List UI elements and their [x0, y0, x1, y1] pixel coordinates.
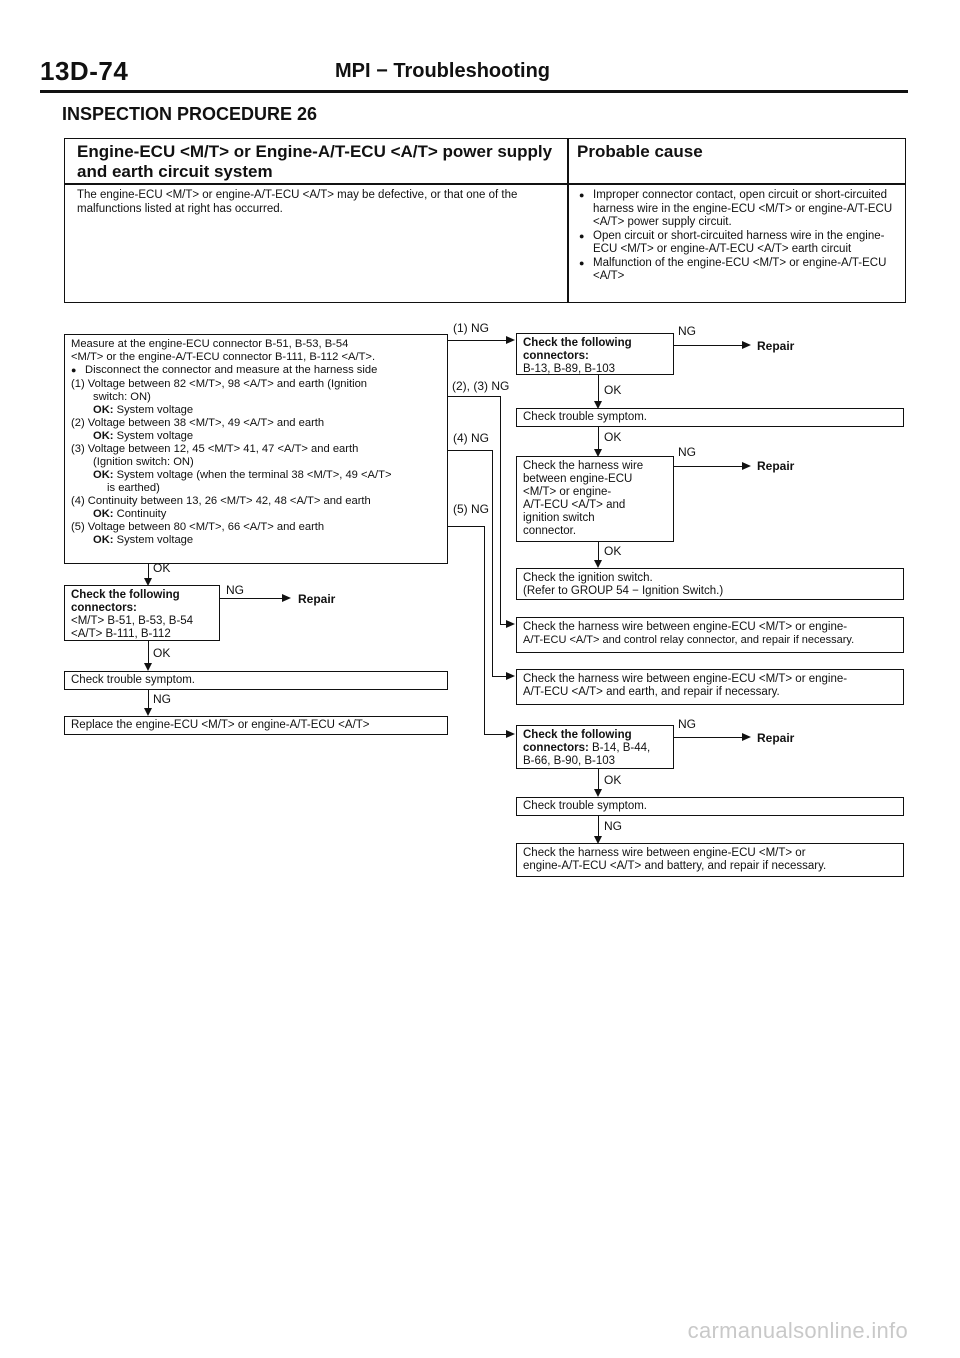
ok-value: System voltage (when the terminal 38 <M/T>, 49 <A/T> — [116, 468, 392, 481]
box-line: A/T-ECU <A/T> and — [523, 499, 626, 511]
branch-label-4: (4) NG — [453, 431, 489, 445]
header-rule — [40, 90, 908, 93]
ng-label: NG — [678, 445, 696, 459]
ng-label: NG — [153, 692, 171, 706]
box-line: Check the harness wire — [523, 460, 644, 472]
ok-label: OK — [604, 773, 622, 787]
measure-line: Disconnect the connector and measure at the harness side — [85, 364, 378, 376]
ok-label: OK: — [93, 403, 114, 416]
relay-harness-box — [516, 617, 904, 653]
connector-list: B-14, B-44, — [592, 742, 651, 754]
measure-line: Measure at the engine-ECU connector B-51, B-53, B-54 — [71, 338, 349, 350]
table-divider-vertical — [567, 139, 569, 302]
left-check-connectors-box — [64, 585, 220, 641]
connector-list: B-13, B-89, B-103 — [523, 363, 616, 375]
bullet-icon: ● — [579, 190, 585, 200]
circuit-title: Engine-ECU <M/T> or Engine-A/T-ECU <A/T> power supply and earth circuit system — [77, 142, 553, 181]
earth-harness-box — [516, 669, 904, 705]
r1-check-connectors-box — [516, 333, 674, 375]
arrow-right-icon — [506, 620, 515, 628]
cause-text: Improper connector contact, open circuit or short-circuited harness wire in the engine-ECU <M/T> or engine-A/T-ECU <A/T> power supply circuit. — [593, 189, 893, 228]
circuit-description: The engine-ECU <M/T> or engine-A/T-ECU <A/T> may be defective, or that one of the malfunctions listed at right has occurred. — [77, 189, 518, 215]
r1-check-trouble-box — [516, 408, 904, 427]
table-divider-horizontal — [65, 183, 905, 185]
ok-label: OK — [604, 430, 622, 444]
branch-label-1: (1) NG — [453, 321, 489, 335]
arrow-down-icon — [144, 663, 152, 671]
box-line: <M/T> or engine- — [523, 486, 612, 498]
watermark: carmanualsonline.info — [687, 1318, 908, 1343]
ok-value-cont: is earthed) — [107, 481, 160, 494]
repair-label: Repair — [298, 592, 336, 606]
measure-step-1: (1) Voltage between 82 <M/T>, 98 <A/T> and earth (Ignition — [71, 377, 368, 390]
harness-ignition-box — [516, 456, 674, 542]
measure-step-3-cont: (Ignition switch: ON) — [93, 455, 194, 468]
procedure-title: INSPECTION PROCEDURE 26 — [62, 104, 318, 124]
ng-label: NG — [678, 324, 696, 338]
ok-label: OK: — [93, 468, 114, 481]
cause-text: Malfunction of the engine-ECU <M/T> or engine-A/T-ECU <A/T> — [593, 256, 887, 282]
arrow-right-icon — [282, 594, 291, 602]
box-line: ignition switch — [523, 512, 595, 524]
cause-item — [579, 189, 897, 230]
connector-line — [674, 345, 744, 346]
ok-label: OK — [153, 561, 171, 575]
measure-step-4: (4) Continuity between 13, 26 <M/T> 42, 48 <A/T> and earth — [71, 494, 371, 507]
ok-label: OK: — [93, 429, 114, 442]
measure-step-5: (5) Voltage between 80 <M/T>, 66 <A/T> and earth — [71, 520, 325, 533]
ok-value: System voltage — [116, 403, 194, 416]
branch-line-5-vertical — [484, 526, 485, 734]
left-check-trouble-box — [64, 671, 448, 690]
box-line: A/T-ECU <A/T> and control relay connector, and repair if necessary. — [523, 634, 855, 646]
check-following-label: Check the following — [523, 337, 632, 349]
branch-line-5-end — [484, 734, 508, 735]
ok-value: Continuity — [116, 507, 167, 520]
check-ignition-switch-box — [516, 568, 904, 600]
arrow-right-icon — [742, 733, 751, 741]
repair-label: Repair — [757, 339, 795, 353]
connector-list: <A/T> B-111, B-112 — [71, 628, 171, 640]
box-line: Check the harness wire between engine-ECU <M/T> or engine- — [523, 673, 848, 685]
measure-bullet — [71, 364, 441, 378]
check-following-label: Check the following — [523, 729, 632, 741]
ok-label: OK: — [93, 507, 114, 520]
arrow-down-icon — [594, 789, 602, 797]
replace-ecu-box — [64, 716, 448, 735]
ng-label: NG — [226, 583, 244, 597]
check-trouble-text: Check trouble symptom. — [523, 800, 647, 812]
box-line: engine-A/T-ECU <A/T> and battery, and repair if necessary. — [523, 860, 827, 872]
branch-line-4-vertical — [492, 450, 493, 676]
branch-line-23-vertical — [500, 396, 501, 624]
measure-line: <M/T> or the engine-A/T-ECU connector B-111, B-112 <A/T>. — [71, 351, 376, 363]
ok-value: System voltage — [116, 429, 194, 442]
connectors-label: connectors: — [71, 602, 137, 614]
box-line: A/T-ECU <A/T> and earth, and repair if necessary. — [523, 686, 780, 698]
repair-label: Repair — [757, 459, 795, 473]
connectors-label: connectors: — [523, 742, 589, 754]
ok-label: OK — [604, 544, 622, 558]
page-number: 13D-74 — [40, 56, 129, 86]
branch-line-23 — [448, 396, 500, 397]
ng-label: NG — [604, 819, 622, 833]
measure-step-1-cont: switch: ON) — [93, 390, 151, 403]
connector-line — [674, 737, 744, 738]
measure-box — [64, 334, 448, 564]
branch-line-5 — [448, 526, 484, 527]
ok-label: OK — [153, 646, 171, 660]
ok-label: OK — [604, 383, 622, 397]
connector-list: B-66, B-90, B-103 — [523, 755, 616, 767]
arrow-right-icon — [506, 336, 515, 344]
connector-list: <M/T> B-51, B-53, B-54 — [71, 615, 194, 627]
box-line: Check the ignition switch. — [523, 572, 653, 584]
battery-harness-box — [516, 843, 904, 877]
measure-step-2: (2) Voltage between 38 <M/T>, 49 <A/T> and earth — [71, 416, 325, 429]
probable-cause-title: Probable cause — [577, 142, 703, 161]
arrow-down-icon — [594, 560, 602, 568]
box-line: (Refer to GROUP 54 − Ignition Switch.) — [523, 585, 724, 597]
r5-check-connectors-box — [516, 725, 674, 769]
r5-check-trouble-box — [516, 797, 904, 816]
box-line: between engine-ECU — [523, 473, 633, 485]
cause-text: Open circuit or short-circuited harness wire in the engine-ECU <M/T> or engine-A/T-ECU <A/T> earth circuit — [593, 229, 885, 255]
connectors-label: connectors: — [523, 350, 589, 362]
arrow-right-icon — [742, 462, 751, 470]
connector-line — [220, 598, 284, 599]
bullet-icon: ● — [71, 365, 77, 375]
replace-ecu-text: Replace the engine-ECU <M/T> or engine-A/T-ECU <A/T> — [71, 719, 370, 731]
summary-table — [64, 138, 906, 303]
branch-line-1 — [448, 340, 508, 341]
branch-label-5: (5) NG — [453, 502, 489, 516]
cause-item — [579, 257, 897, 284]
arrow-right-icon — [506, 672, 515, 680]
check-trouble-text: Check trouble symptom. — [523, 411, 647, 423]
bullet-icon: ● — [579, 230, 585, 241]
ng-label: NG — [678, 717, 696, 731]
connector-line — [674, 466, 744, 467]
cause-item — [579, 230, 897, 257]
repair-label: Repair — [757, 731, 795, 745]
box-line: connector. — [523, 525, 577, 537]
arrow-down-icon — [144, 708, 152, 716]
ok-label: OK: — [93, 533, 114, 546]
box-line: Check the harness wire between engine-ECU <M/T> or engine- — [523, 621, 848, 633]
arrow-right-icon — [742, 341, 751, 349]
probable-cause-list — [579, 189, 897, 284]
branch-label-23: (2), (3) NG — [452, 379, 510, 393]
page-title: MPI − Troubleshooting — [335, 60, 550, 82]
check-trouble-text: Check trouble symptom. — [71, 674, 195, 686]
check-following-label: Check the following — [71, 589, 180, 601]
bullet-icon: ● — [579, 257, 585, 268]
ok-value: System voltage — [116, 533, 194, 546]
branch-line-4 — [448, 450, 492, 451]
box-line: Check the harness wire between engine-ECU <M/T> or — [523, 847, 806, 859]
arrow-right-icon — [506, 730, 515, 738]
measure-step-3: (3) Voltage between 12, 45 <M/T> 41, 47 <A/T> and earth — [71, 442, 359, 455]
